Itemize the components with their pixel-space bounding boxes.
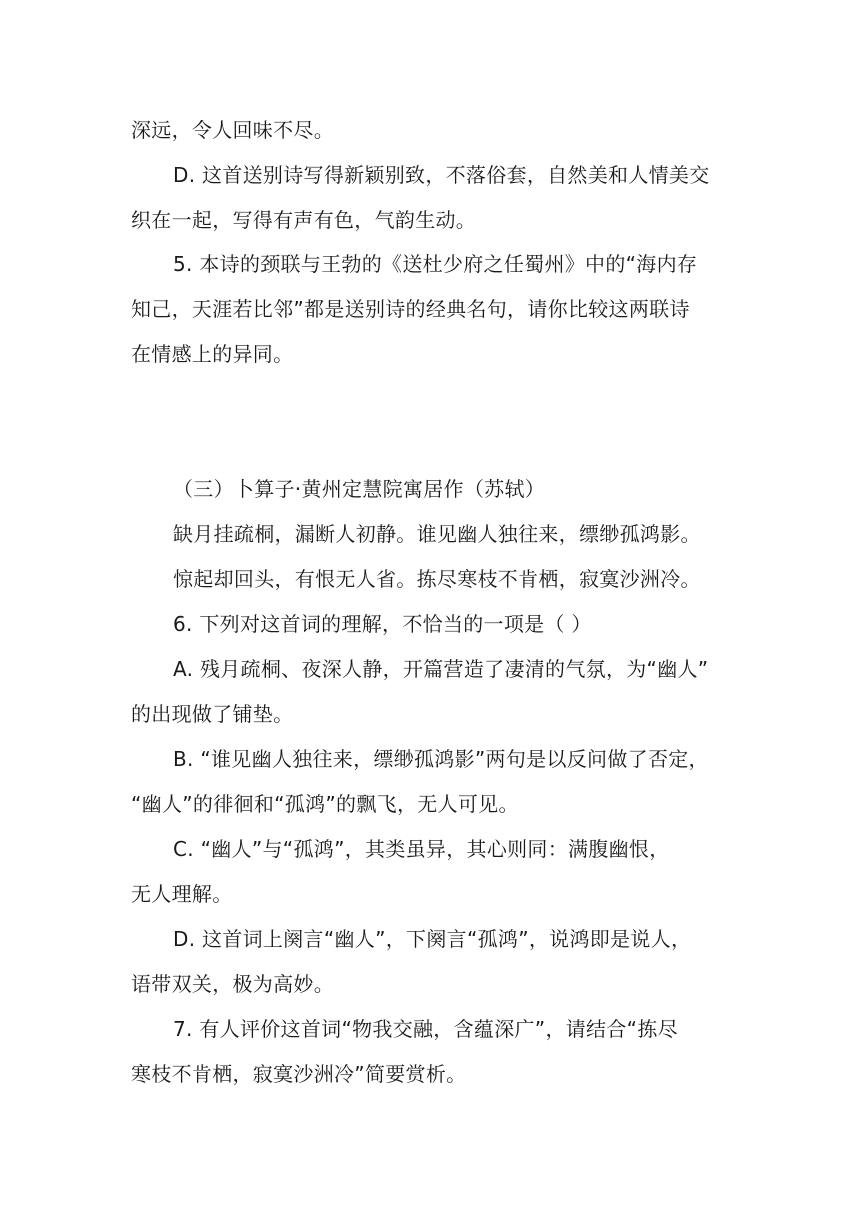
question-6: 6. 下列对这首词的理解，不恰当的一项是（ ） (173, 612, 592, 636)
option-d-line-1: D. 这首送别诗写得新颖别致，不落俗套，自然美和人情美交 (173, 163, 710, 187)
option-b-line-1: B. “谁见幽人独往来，缥缈孤鸿影”两句是以反问做了否定， (173, 747, 709, 771)
option-b-line-2: “幽人”的徘徊和“孤鸿”的飘飞，无人可见。 (131, 792, 519, 816)
question-7-line-1: 7. 有人评价这首词“物我交融，含蕴深广”，请结合“拣尽 (173, 1017, 678, 1041)
option-d2-line-2: 语带双关，极为高妙。 (131, 972, 334, 996)
question-5-line-2: 知己，天涯若比邻”都是送别诗的经典名句，请你比较这两联诗 (131, 297, 690, 321)
question-5-line-1: 5. 本诗的颈联与王勃的《送杜少府之任蜀州》中的“海内存 (173, 252, 698, 276)
option-c-line-2: 无人理解。 (131, 882, 233, 906)
question-7-line-2: 寒枝不肯栖，寂寞沙洲冷”简要赏析。 (131, 1062, 467, 1086)
option-a-line-1: A. 残月疏桐、夜深人静，开篇营造了凄清的气氛，为“幽人” (173, 657, 709, 681)
section-3-heading: （三）卜算子·黄州定慧院寓居作（苏轼） (173, 477, 546, 501)
question-5-line-3: 在情感上的异同。 (131, 342, 294, 366)
option-a-line-2: 的出现做了铺垫。 (131, 702, 294, 726)
option-c-line-1: C. “幽人”与“孤鸿”，其类虽异，其心则同：满腹幽恨， (173, 837, 670, 861)
poem-line-2: 惊起却回头，有恨无人省。拣尽寒枝不肯栖，寂寞沙洲冷。 (173, 567, 701, 591)
option-d2-line-1: D. 这首词上阕言“幽人”，下阕言“孤鸿”，说鸿即是说人， (173, 927, 692, 951)
option-d-line-2: 织在一起，写得有声有色，气韵生动。 (131, 208, 477, 232)
poem-line-1: 缺月挂疏桐，漏断人初静。谁见幽人独往来，缥缈孤鸿影。 (173, 522, 701, 546)
option-c-continuation: 深远，令人回味不尽。 (131, 118, 334, 142)
